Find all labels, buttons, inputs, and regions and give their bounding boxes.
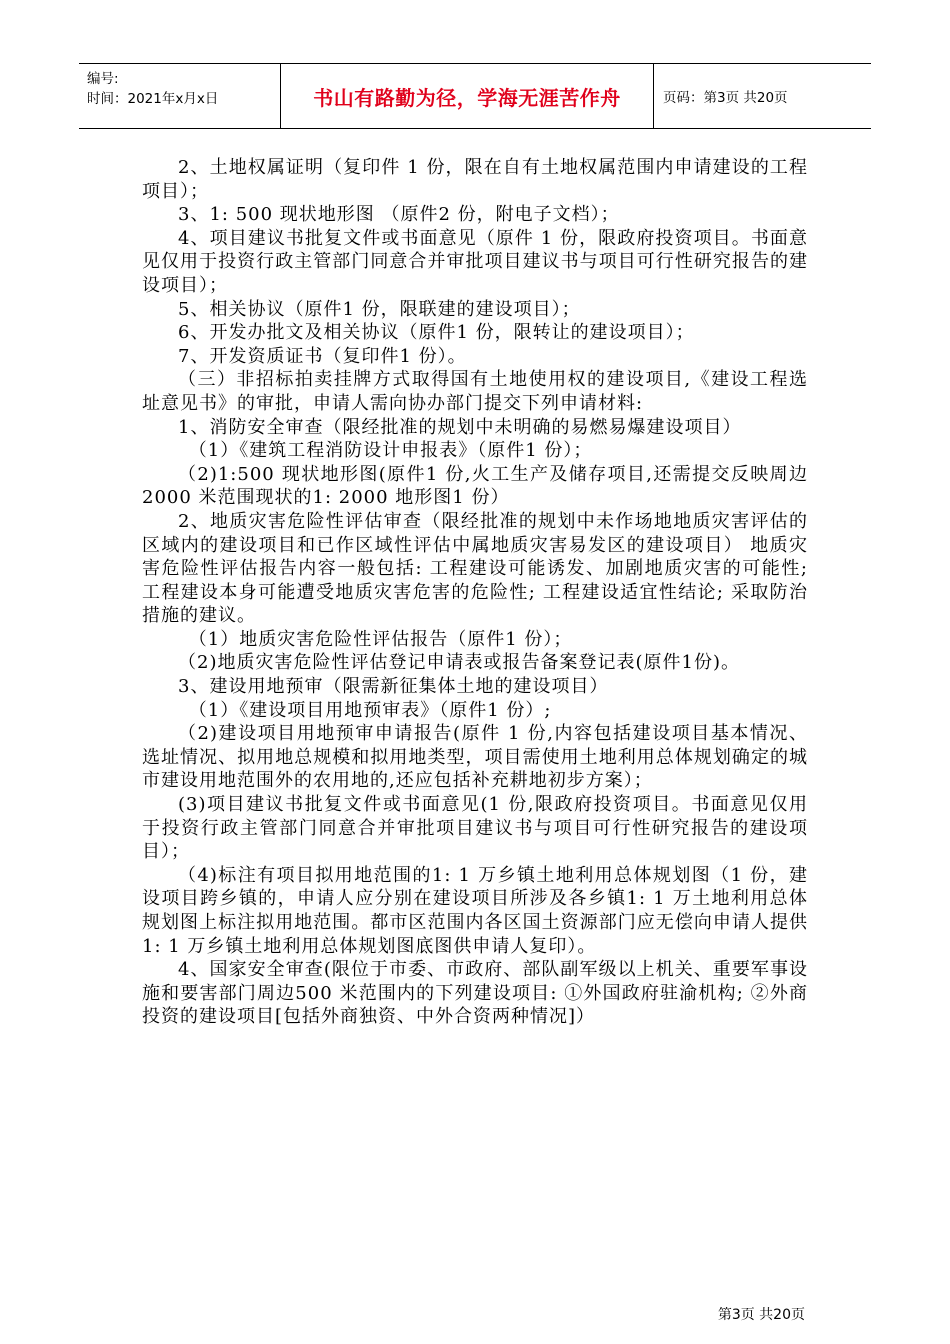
paragraph: （1）地质灾害危险性评估报告（原件1 份）； [188,628,573,650]
paragraph: （三）非招标拍卖挂牌方式取得国有土地使用权的建设项目,《建设工程选址意见书》的审批，申请人需向协办部门提交下列申请材料: [142,369,808,414]
header-left-cell [79,64,281,128]
paragraph: （2)建设项目用地预审申请报告(原件 1 份,内容包括建设项目基本情况、选址情况、拟用地总规模和拟用地类型，项目需使用土地利用总体规划确定的城市建设用地范围外的农用地的,还应包括补充耕地初步方案）； [142,723,808,792]
paragraph: （2)1:500 现状地形图(原件1 份,火工生产及储存项目,还需提交反映周边2000 米范围现状的1: 2000 地形图1 份） [142,463,808,509]
paragraph: （1）《建设项目用地预审表》（原件1 份）; [188,699,552,721]
document-body [142,156,808,1029]
page-footer: 第3页 共20页 [717,1307,805,1323]
paragraph: （2)地质灾害危险性评估登记申请表或报告备案登记表(原件1份)。 [178,652,740,674]
paragraph: 1、消防安全审查（限经批准的规划中未明确的易燃易爆建设项目） [178,416,742,438]
page-header [79,63,871,129]
paragraph: 3、建设用地预审（限需新征集体土地的建设项目） [178,676,609,698]
header-page-number: 页码：第3页 共20页 [663,90,788,106]
document-time-label: 时间：2021年x月x日 [87,91,219,107]
header-motto: 书山有路勤为径，学海无涯苦作舟 [281,64,654,128]
paragraph: （1）《建筑工程消防设计申报表》（原件1 份）； [188,440,593,462]
paragraph: (3)项目建议书批复文件或书面意见(1 份,限政府投资项目。书面意见仅用于投资行政主管部门同意合并审批项目建议书与项目可行性研究报告的建设项目）； [142,794,808,863]
document-number-label: 编号: [87,71,119,87]
paragraph: 2、地质灾害危险性评估审查（限经批准的规划中未作场地地质灾害评估的区域内的建设项目和已作区域性评估中属地质灾害易发区的建设项目） 地质灾害危险性评估报告内容一般包括: 工程建设可能诱发、加剧地质灾害的可能性; 工程建设本身可能遭受地质灾害危害的危险性; 工程建设适宜性结论; 采取防治措施的建议。 [142,510,808,627]
paragraph: 6、开发办批文及相关协议（原件1 份，限转让的建设项目）； [178,322,695,344]
paragraph: 2、土地权属证明（复印件 1 份，限在自有土地权属范围内申请建设的工程项目）； [142,157,808,202]
paragraph: 3、1: 500 现状地形图 （原件2 份，附电子文档）； [178,204,620,226]
paragraph: 4、国家安全审查(限位于市委、市政府、部队副军级以上机关、重要军事设施和要害部门周边500 米范围内的下列建设项目: ①外国政府驻渝机构; ②外商投资的建设项目[包括外商独资、中外合资两种情况]） [142,959,808,1028]
paragraph: 7、开发资质证书（复印件1 份）。 [178,345,467,367]
paragraph: 4、项目建议书批复文件或书面意见（原件 1 份，限政府投资项目。书面意见仅用于投资行政主管部门同意合并审批项目建议书与项目可行性研究报告的建设项目）； [142,227,808,296]
paragraph: 5、相关协议（原件1 份，限联建的建设项目）； [178,298,581,320]
paragraph: （4)标注有项目拟用地范围的1: 1 万乡镇土地利用总体规划图（1 份，建设项目跨乡镇的，申请人应分别在建设项目所涉及各乡镇1: 1 万土地利用总体规划图上标注拟用地范围。都市区范围内各区国土资源部门应无偿向申请人提供 1: 1 万乡镇土地利用总体规划图底图供申请人复印）。 [142,864,808,957]
